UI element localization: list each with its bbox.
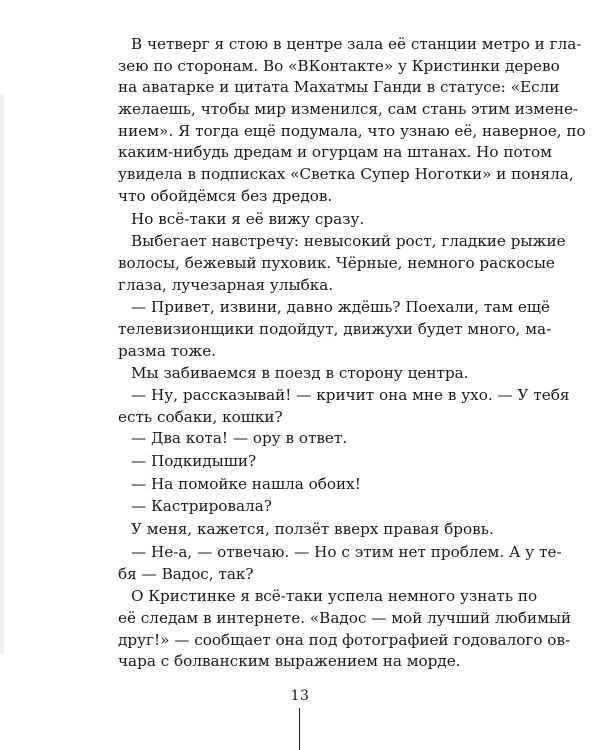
text-line: Мы забиваемся в поезд в сторону центра.	[131, 364, 469, 383]
text-line: её следам в интернете. «Вадос — мой лучший любимый	[118, 608, 572, 627]
text-line: — Два кота! — ору в ответ.	[131, 429, 348, 448]
text-line: нием». Я тогда ещё подумала, что узнаю её, наверное, по	[118, 121, 586, 140]
text-line: чара с болванским выражением на морде.	[118, 652, 461, 671]
page-number-rule	[299, 708, 300, 750]
text-line: — Кастрировала?	[131, 497, 272, 516]
text-line: разма тоже.	[118, 341, 217, 360]
text-line: бя — Вадос, так?	[118, 564, 254, 583]
text-line: У меня, кажется, ползёт вверх правая бровь.	[131, 520, 494, 539]
body-text	[118, 34, 586, 673]
text-line: глаза, лучезарная улыбка.	[118, 275, 334, 294]
text-line: зею по сторонам. Во «ВКонтакте» у Кристинки дерево	[118, 56, 560, 75]
text-line: увидела в подписках «Светка Супер Ноготки» и поняла,	[118, 165, 574, 184]
text-line: телевизионщики подойдут, движухи будет много, ма-	[118, 319, 552, 338]
page-number: 13	[290, 688, 310, 704]
text-line: на аватарке и цитата Махатмы Ганди в статусе: «Если	[118, 78, 560, 97]
text-line: Но всё-таки я её вижу сразу.	[131, 209, 365, 228]
text-line: — Подкидыши?	[131, 452, 257, 471]
text-line: Выбегает навстречу: невысокий рост, гладкие рыжие	[131, 232, 566, 251]
text-line: — Привет, извини, давно ждёшь? Поехали, там ещё	[131, 298, 551, 317]
text-line: волосы, бежевый пуховик. Чёрные, немного раскосые	[118, 253, 555, 272]
text-line: друг!» — сообщает она под фотографией годовалого ов-	[118, 630, 571, 649]
text-line: каким-нибудь дредам и огурцам на штанах. Но потом	[118, 143, 552, 162]
page-left-edge-shadow	[0, 95, 4, 655]
text-line: В четверг я стою в центре зала её станции метро и гла-	[131, 35, 582, 53]
text-line: желаешь, чтобы мир изменился, сам стань этим измене-	[118, 100, 579, 119]
text-line: есть собаки, кошки?	[118, 407, 283, 426]
text-line: — Ну, рассказывай! — кричит она мне в ухо. — У тебя	[131, 386, 570, 404]
text-line: О Кристинке я всё-таки успела немного узнать по	[131, 587, 538, 606]
text-line: что обойдёмся без дредов.	[118, 186, 333, 205]
text-line: — Не-а, — отвечаю. — Но с этим нет проблем. А у те-	[131, 542, 562, 561]
text-line: — На помойке нашла обоих!	[131, 474, 361, 493]
